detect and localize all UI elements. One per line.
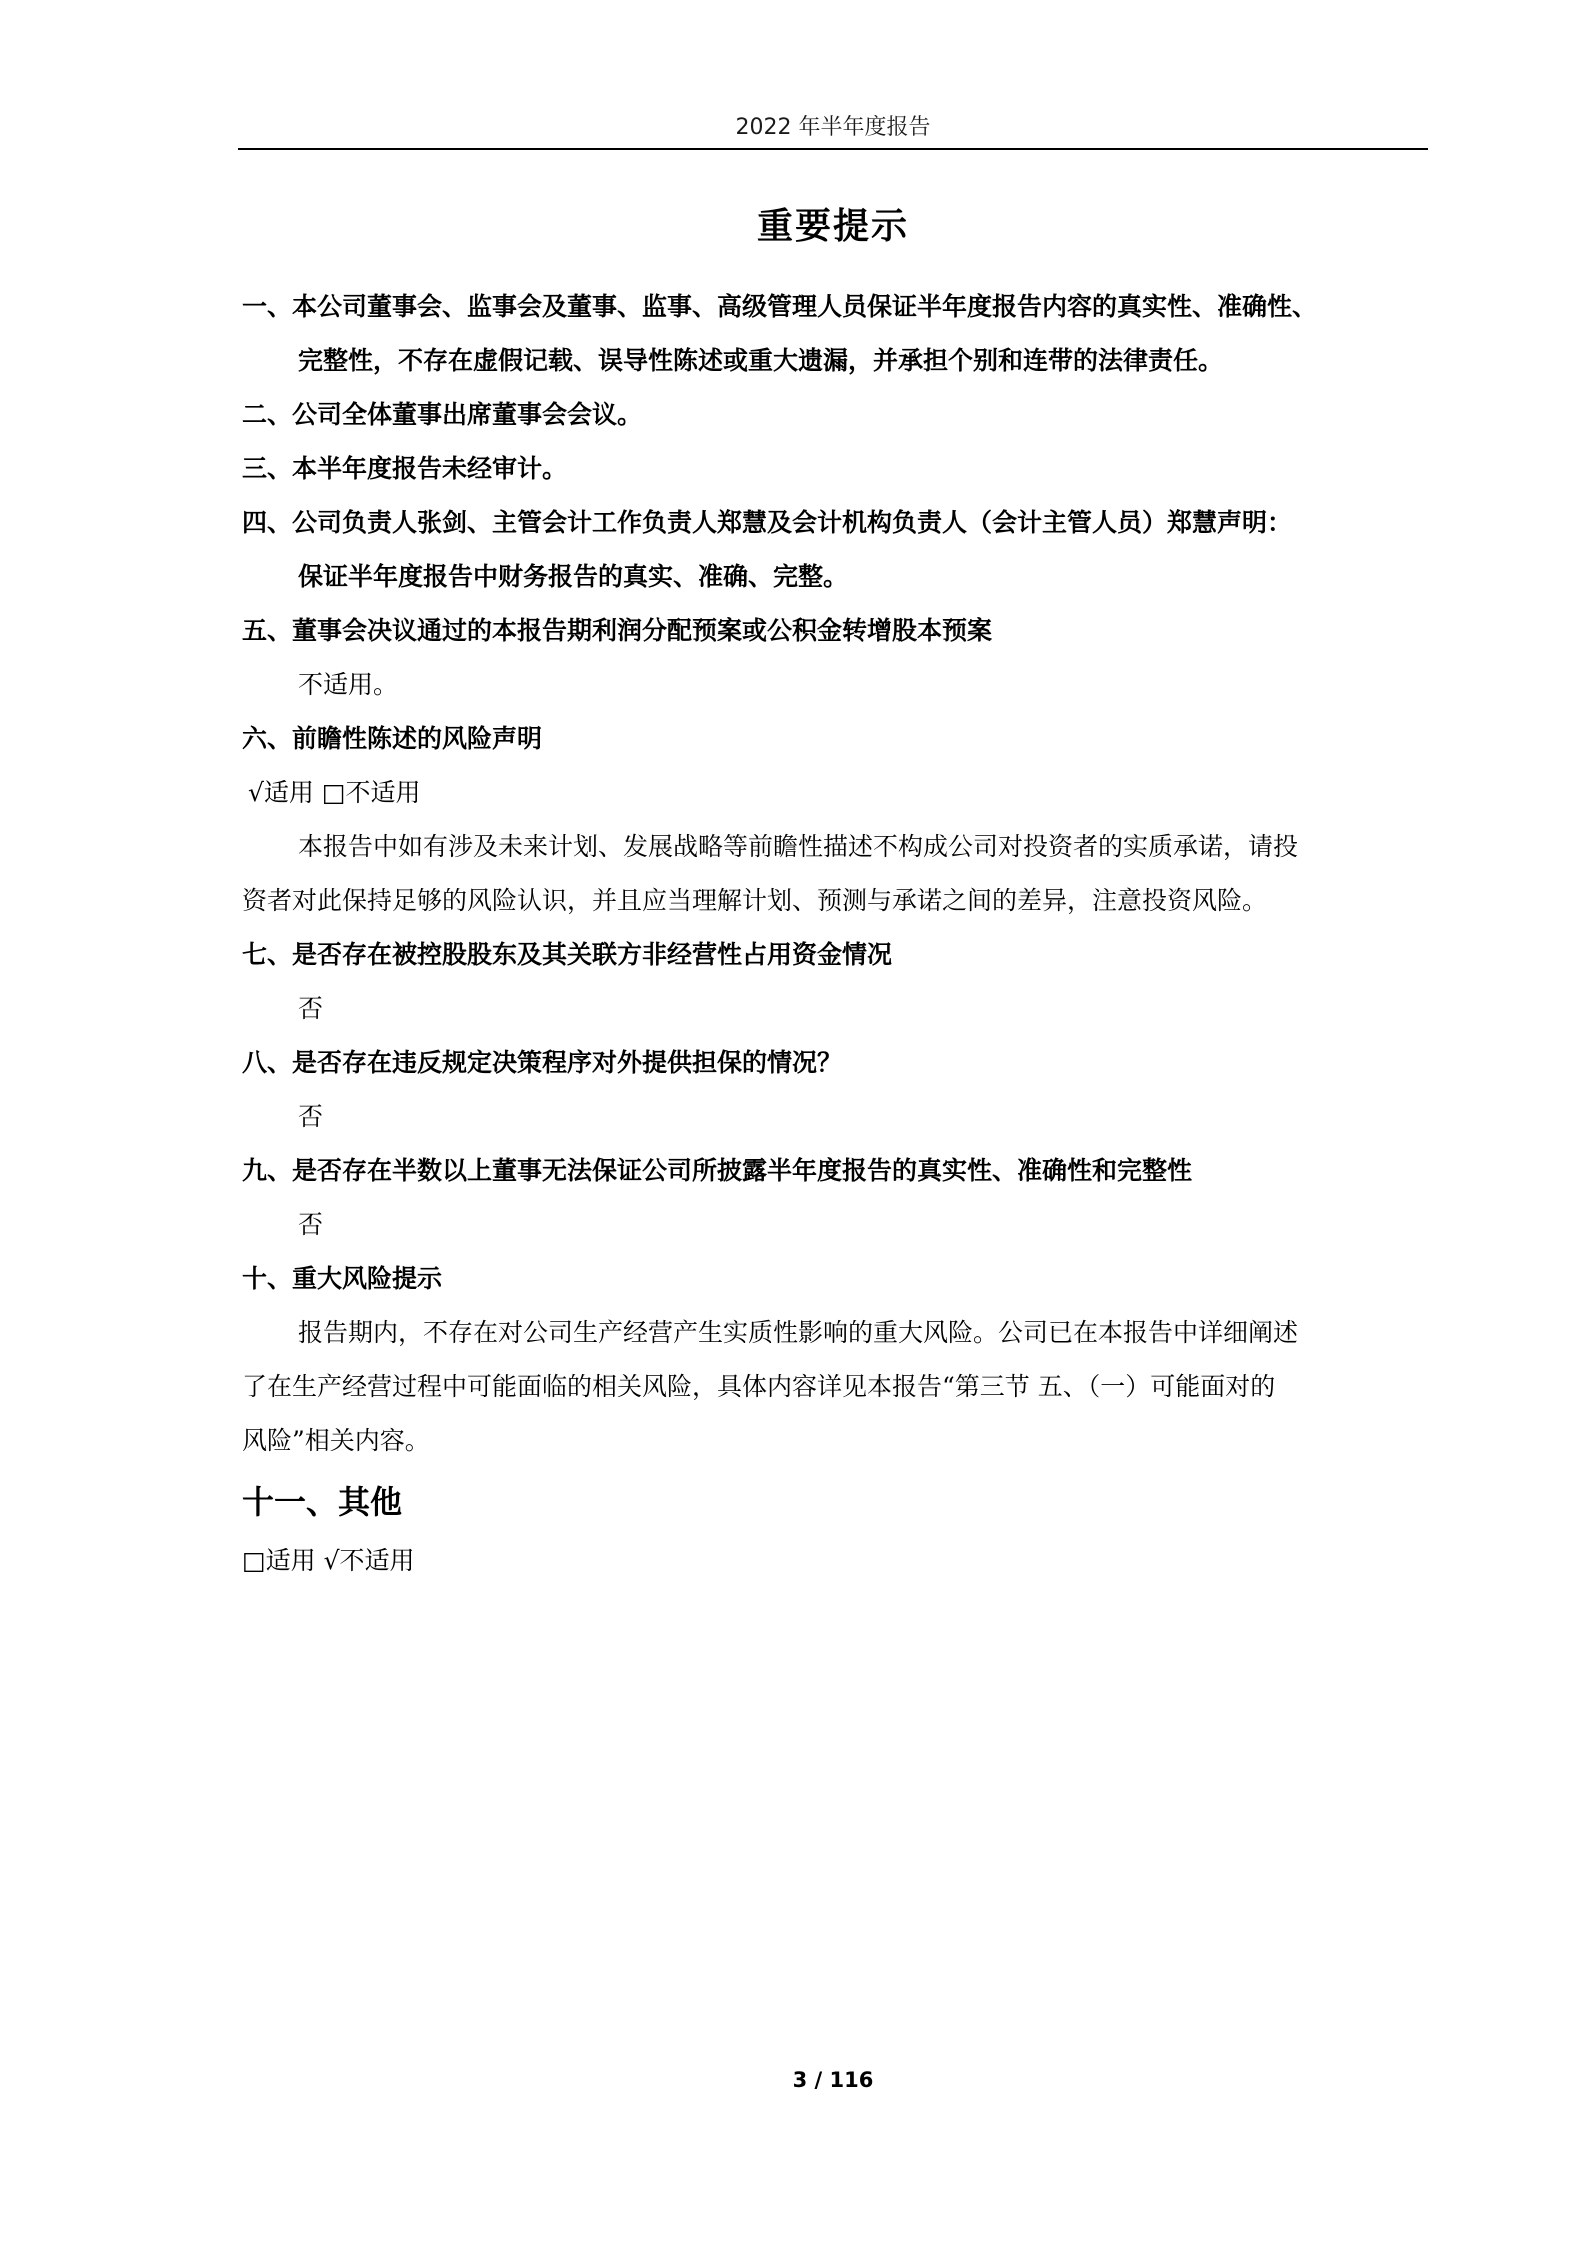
section-11-heading: 十一、其他 — [242, 1483, 403, 1521]
section-6-checkbox-status: √适用 □不适用 — [248, 778, 421, 807]
section-7-heading: 七、是否存在被控股股东及其关联方非经营性占用资金情况 — [242, 940, 893, 969]
section-5-answer: 不适用。 — [298, 670, 399, 699]
page-number: 3 / 116 — [792, 2068, 874, 2092]
section-9-answer: 否 — [298, 1210, 324, 1239]
page-title: 重要提示 — [756, 205, 909, 247]
section-2-heading: 二、公司全体董事出席董事会会议。 — [242, 400, 643, 429]
section-1-heading: 一、本公司董事会、监事会及董事、监事、高级管理人员保证半年度报告内容的真实性、准确性、 — [242, 292, 1318, 321]
section-6-body-line-2: 资者对此保持足够的风险认识，并且应当理解计划、预测与承诺之间的差异，注意投资风险。 — [242, 886, 1268, 915]
section-6-heading: 六、前瞻性陈述的风险声明 — [242, 724, 543, 753]
running-header: 2022 年半年度报告 — [735, 115, 931, 140]
section-9-heading: 九、是否存在半数以上董事无法保证公司所披露半年度报告的真实性、准确性和完整性 — [242, 1156, 1193, 1185]
header-divider — [238, 148, 1428, 150]
section-4-heading: 四、公司负责人张剑、主管会计工作负责人郑慧及会计机构负责人（会计主管人员）郑慧声明： — [242, 508, 1293, 537]
notice-content — [242, 280, 1428, 1588]
section-10-body-line-2: 了在生产经营过程中可能面临的相关风险，具体内容详见本报告“第三节 五、（一）可能面对的 — [242, 1372, 1276, 1401]
section-11-checkbox-status: □适用 √不适用 — [242, 1546, 415, 1575]
section-3-heading: 三、本半年度报告未经审计。 — [242, 454, 568, 483]
section-7-answer: 否 — [298, 994, 324, 1023]
section-5-heading: 五、董事会决议通过的本报告期利润分配预案或公积金转增股本预案 — [242, 616, 993, 645]
section-4-heading-continued: 保证半年度报告中财务报告的真实、准确、完整。 — [298, 562, 849, 591]
section-10-heading: 十、重大风险提示 — [242, 1264, 443, 1293]
section-8-answer: 否 — [298, 1102, 324, 1131]
section-8-heading: 八、是否存在违反规定决策程序对外提供担保的情况？ — [242, 1048, 843, 1077]
section-6-body-line-1: 本报告中如有涉及未来计划、发展战略等前瞻性描述不构成公司对投资者的实质承诺，请投 — [298, 832, 1299, 861]
section-10-body-line-1: 报告期内，不存在对公司生产经营产生实质性影响的重大风险。公司已在本报告中详细阐述 — [298, 1318, 1299, 1347]
section-10-body-line-3: 风险”相关内容。 — [242, 1426, 430, 1455]
section-1-heading-continued: 完整性，不存在虚假记载、误导性陈述或重大遗漏，并承担个别和连带的法律责任。 — [298, 346, 1224, 375]
